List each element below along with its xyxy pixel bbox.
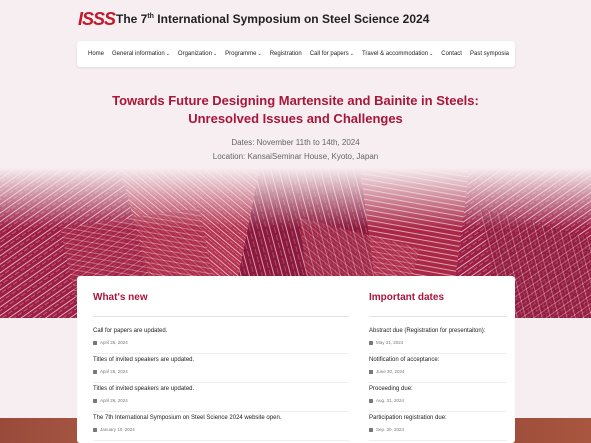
chevron-down-icon: ⌄: [212, 51, 218, 57]
date-item: [369, 325, 507, 354]
nav-item-call-for-papers[interactable]: [306, 51, 358, 57]
nav-item-registration[interactable]: [266, 51, 306, 57]
whats-new-title: What's new: [93, 292, 148, 303]
calendar-icon: [93, 428, 97, 432]
news-date-text: April 26, 2024: [100, 398, 128, 403]
site-title-suffix: International Symposium on Steel Science 2024: [153, 12, 430, 26]
news-item-date: [93, 369, 349, 374]
date-item-date: [369, 398, 507, 403]
news-item-text[interactable]: Titles of invited speakers are updated.: [93, 357, 195, 363]
site-header: [0, 0, 591, 40]
site-title-prefix: The 7: [116, 12, 148, 26]
hero-title-line-1: Towards Future Designing Martensite and Bainite in Steels:: [112, 93, 479, 108]
nav-item-general-information[interactable]: [108, 51, 174, 57]
site-title-sup: th: [147, 13, 154, 20]
date-item-date: [369, 340, 507, 345]
nav-label: Organization: [177, 51, 212, 57]
logo-text: ISSS: [78, 8, 116, 29]
news-date-text: January 10, 2024: [100, 427, 135, 432]
calendar-icon: [369, 370, 373, 374]
news-item[interactable]: [93, 412, 349, 441]
deadline-date-text: May 31, 2024: [376, 340, 404, 345]
event-dates: Dates: November 11th to 14th, 2024: [231, 138, 360, 147]
whats-new-section: [93, 292, 349, 441]
date-item-text: Notification of acceptance:: [369, 357, 440, 363]
event-location: Location: KansaiSeminar House, Kyoto, Japan: [212, 152, 379, 161]
nav-label: Registration: [269, 51, 302, 57]
news-item-date: [93, 427, 349, 432]
date-item-text: Participation registration due:: [369, 415, 447, 421]
divider: [93, 316, 349, 317]
date-item-text: Proceeding due:: [369, 386, 413, 392]
nav-label: Home: [88, 51, 105, 57]
nav-label: General information: [112, 51, 165, 57]
hero-title: [0, 92, 591, 128]
content-card: [77, 276, 515, 443]
chevron-down-icon: ⌄: [165, 51, 170, 57]
nav-label: Contact: [441, 51, 462, 57]
news-date-text: April 26, 2024: [100, 369, 128, 374]
hero-title-line-2: Unresolved Issues and Challenges: [188, 111, 403, 126]
chevron-down-icon: ⌄: [429, 51, 434, 57]
calendar-icon: [93, 370, 97, 374]
nav-label: Call for papers: [309, 51, 349, 57]
news-date-text: April 26, 2024: [100, 340, 128, 345]
nav-item-travel-accommodation[interactable]: [358, 51, 437, 57]
deadline-date-text: Sep. 30, 2024: [376, 427, 405, 432]
news-item[interactable]: [93, 383, 349, 412]
calendar-icon: [369, 399, 373, 403]
date-item-text: Abstract due (Registration for presentaiton):: [369, 328, 486, 334]
news-item-text[interactable]: Call for papers are updated.: [93, 328, 168, 334]
nav-label: Past symposia: [469, 51, 509, 57]
calendar-icon: [369, 341, 373, 345]
calendar-icon: [93, 341, 97, 345]
chevron-down-icon: ⌄: [257, 51, 262, 57]
hero-info: [0, 136, 591, 164]
important-dates-title: Important dates: [369, 292, 445, 303]
date-item-date: [369, 369, 507, 374]
main-nav: [77, 41, 515, 67]
important-dates-section: [369, 292, 507, 441]
site-title: [116, 12, 429, 26]
date-item: [369, 383, 507, 412]
nav-item-past-symposia[interactable]: [466, 51, 513, 57]
isss-logo[interactable]: [78, 8, 116, 30]
calendar-icon: [93, 399, 97, 403]
divider: [369, 316, 507, 317]
date-item-date: [369, 427, 507, 432]
deadline-date-text: June 30, 2024: [376, 369, 405, 374]
deadline-date-text: Aug. 31, 2024: [376, 398, 405, 403]
nav-item-programme[interactable]: [221, 51, 266, 57]
nav-label: Travel & accommodation: [361, 51, 429, 57]
nav-label: Programme: [225, 51, 257, 57]
calendar-icon: [369, 428, 373, 432]
date-item: [369, 412, 507, 441]
news-item-date: [93, 340, 349, 345]
news-item[interactable]: [93, 325, 349, 354]
news-item-text[interactable]: Titles of invited speakers are updated.: [93, 386, 195, 392]
chevron-down-icon: ⌄: [349, 51, 354, 57]
date-item: [369, 354, 507, 383]
news-item-text[interactable]: The 7th International Symposium on Steel Science 2024 website open.: [93, 415, 282, 421]
nav-item-home[interactable]: [84, 51, 108, 57]
news-item-date: [93, 398, 349, 403]
nav-item-contact[interactable]: [437, 51, 466, 57]
news-item[interactable]: [93, 354, 349, 383]
nav-item-organization[interactable]: [174, 51, 221, 57]
